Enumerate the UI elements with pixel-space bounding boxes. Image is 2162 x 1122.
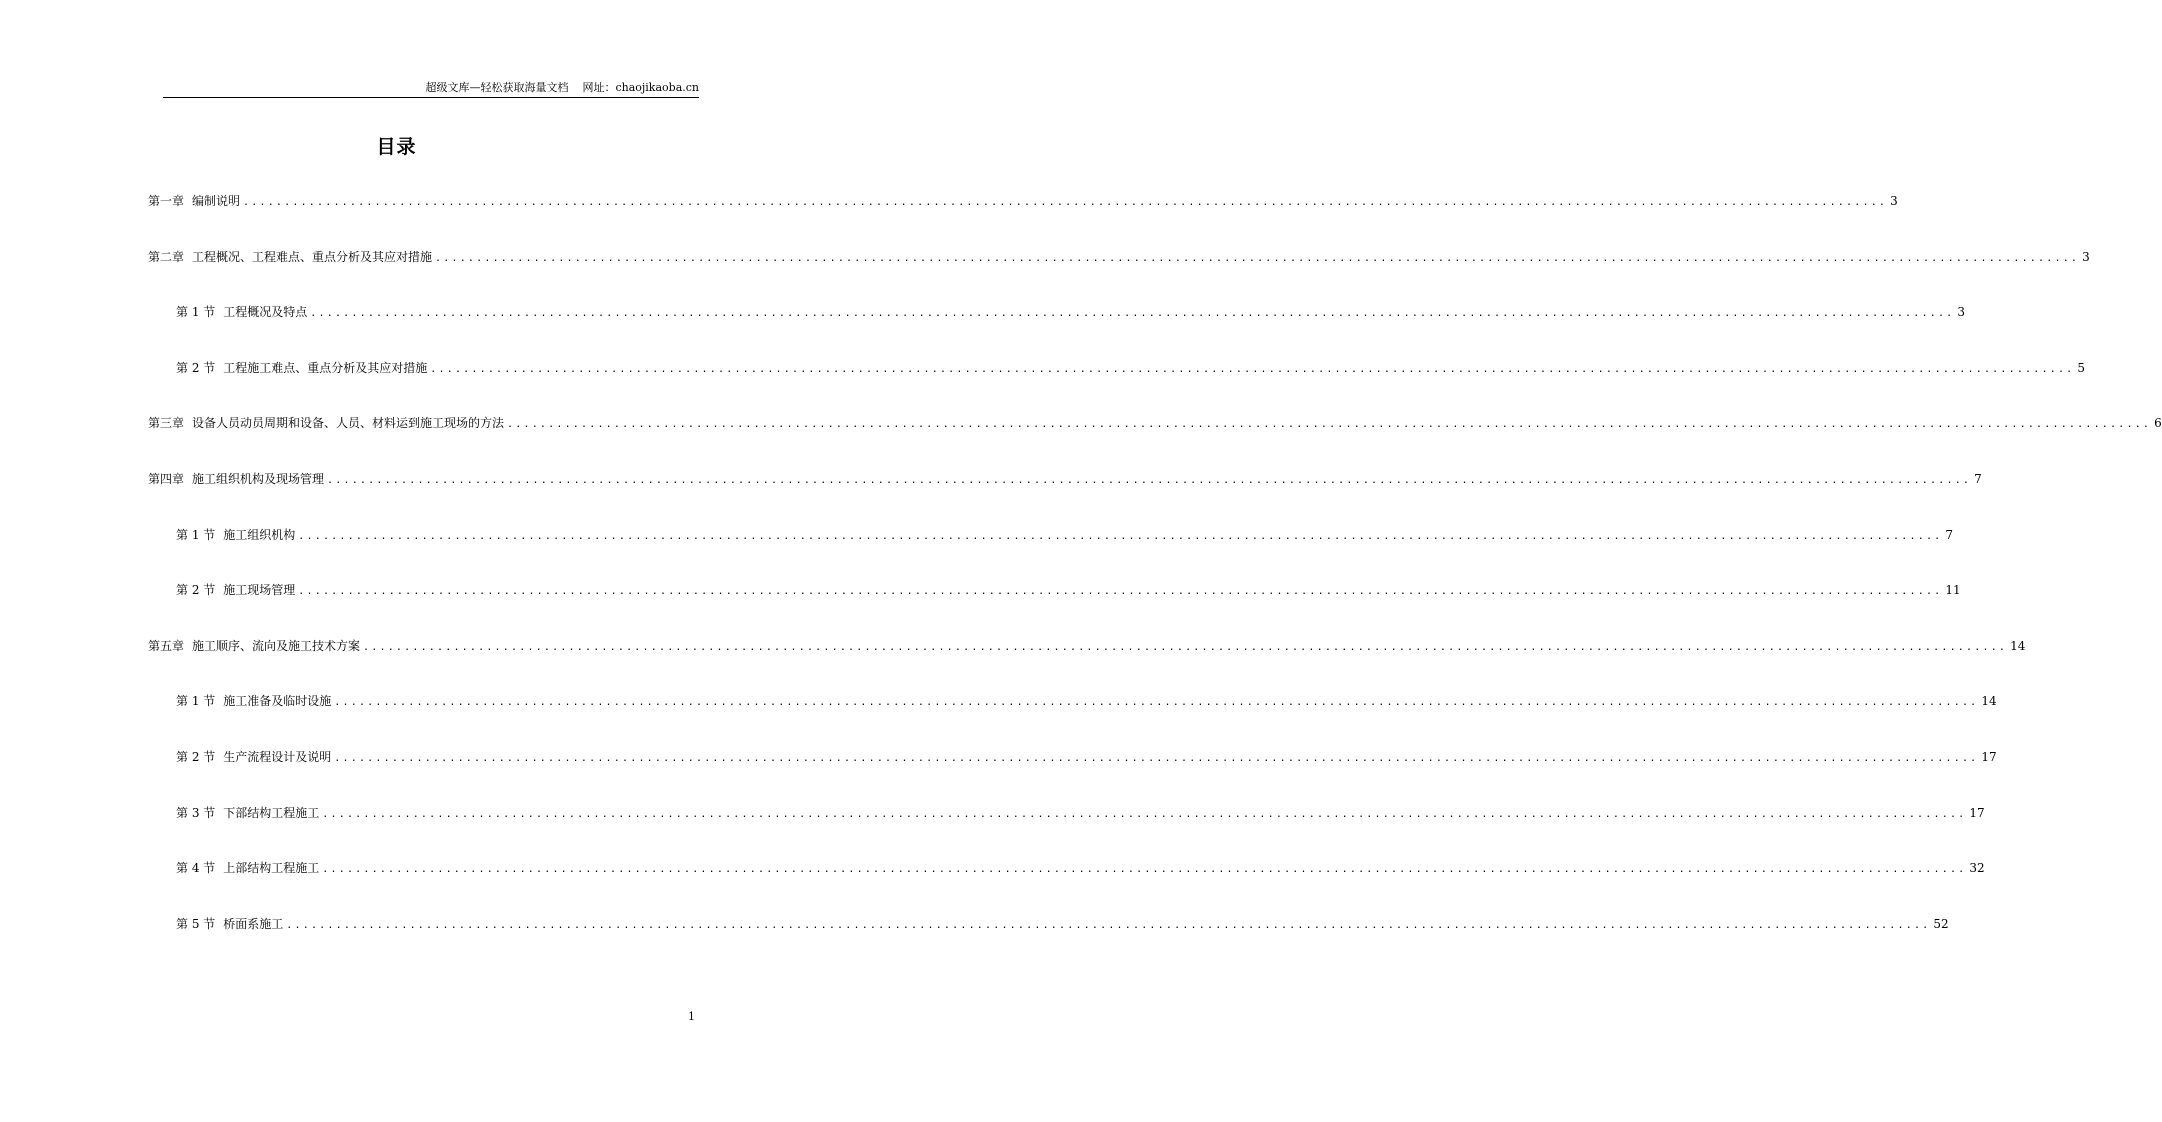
- toc-dot-leader: ........................................................................................................................................................................................................: [334, 753, 1979, 764]
- toc-entry-number: 第 3 节: [176, 806, 216, 820]
- toc-chapter-entry[interactable]: [148, 637, 2026, 655]
- header-site-url: 网址：chaojikaoba.cn: [582, 81, 699, 94]
- toc-entry-number: 第 2 节: [176, 361, 216, 375]
- toc-dot-leader: ........................................................................................................................................................................................................: [507, 419, 2152, 430]
- toc-entry-title: 施工组织机构及现场管理: [192, 472, 325, 486]
- toc-entry-page: 6: [2154, 416, 2162, 430]
- toc-entry-number: 第一章: [148, 194, 185, 208]
- header-divider: [163, 97, 699, 98]
- toc-dot-leader: ........................................................................................................................................................................................................: [286, 920, 1931, 931]
- toc-entry-number: 第 1 节: [176, 305, 216, 319]
- toc-entry-title: 工程概况及特点: [223, 305, 308, 319]
- toc-entry-page: 5: [2077, 361, 2086, 375]
- toc-dot-leader: ........................................................................................................................................................................................................: [334, 697, 1979, 708]
- toc-entry-title: 下部结构工程施工: [223, 806, 320, 820]
- toc-section-entry[interactable]: [176, 915, 1949, 933]
- toc-section-entry[interactable]: [176, 303, 1966, 321]
- toc-entry-title: 施工顺序、流向及施工技术方案: [192, 639, 361, 653]
- page-number: 1: [688, 1010, 695, 1023]
- toc-chapter-entry[interactable]: [148, 192, 1898, 210]
- page-header: [163, 79, 699, 97]
- toc-section-entry[interactable]: [176, 526, 1954, 544]
- toc-section-entry[interactable]: [176, 692, 1997, 710]
- toc-section-entry[interactable]: [176, 581, 1961, 599]
- toc-chapter-entry[interactable]: [148, 248, 2090, 266]
- toc-dot-leader: ........................................................................................................................................................................................................: [322, 809, 1967, 820]
- toc-entry-number: 第 1 节: [176, 694, 216, 708]
- toc-dot-leader: ........................................................................................................................................................................................................: [322, 864, 1967, 875]
- toc-entry-page: 32: [1969, 861, 1985, 875]
- toc-section-entry[interactable]: [176, 359, 2086, 377]
- toc-entry-number: 第三章: [148, 416, 185, 430]
- toc-entry-title: 设备人员动员周期和设备、人员、材料运到施工现场的方法: [192, 416, 505, 430]
- toc-chapter-entry[interactable]: [148, 414, 2162, 432]
- toc-entry-number: 第二章: [148, 250, 185, 264]
- toc-dot-leader: ........................................................................................................................................................................................................: [298, 531, 1943, 542]
- toc-entry-page: 7: [1945, 528, 1954, 542]
- toc-entry-page: 3: [1957, 305, 1966, 319]
- toc-entry-title: 施工现场管理: [223, 583, 296, 597]
- toc-dot-leader: ........................................................................................................................................................................................................: [327, 475, 1972, 486]
- toc-entry-title: 生产流程设计及说明: [223, 750, 332, 764]
- toc-entry-page: 7: [1974, 472, 1982, 486]
- toc-section-entry[interactable]: [176, 804, 1985, 822]
- toc-entry-page: 3: [2082, 250, 2090, 264]
- toc-section-entry[interactable]: [176, 748, 1997, 766]
- toc-entry-title: 工程概况、工程难点、重点分析及其应对措施: [192, 250, 433, 264]
- toc-entry-page: 14: [2010, 639, 2026, 653]
- toc-entry-number: 第五章: [148, 639, 185, 653]
- toc-entry-number: 第 5 节: [176, 917, 216, 931]
- toc-entry-page: 17: [1981, 750, 1997, 764]
- toc-entry-title: 桥面系施工: [223, 917, 284, 931]
- toc-entry-number: 第四章: [148, 472, 185, 486]
- toc-entry-page: 11: [1945, 583, 1961, 597]
- toc-dot-leader: ........................................................................................................................................................................................................: [310, 308, 1955, 319]
- toc-entry-title: 工程施工难点、重点分析及其应对措施: [223, 361, 428, 375]
- toc-section-entry[interactable]: [176, 859, 1985, 877]
- toc-dot-leader: ........................................................................................................................................................................................................: [430, 364, 2075, 375]
- toc-dot-leader: ........................................................................................................................................................................................................: [298, 586, 1943, 597]
- header-site-name: 超级文库—轻松获取海量文档: [425, 81, 569, 94]
- toc-entry-title: 编制说明: [192, 194, 241, 208]
- toc-title: 目录: [376, 136, 417, 158]
- toc-dot-leader: ........................................................................................................................................................................................................: [363, 642, 2008, 653]
- toc-entry-title: 施工组织机构: [223, 528, 296, 542]
- toc-dot-leader: ........................................................................................................................................................................................................: [243, 197, 1888, 208]
- toc-chapter-entry[interactable]: [148, 470, 1982, 488]
- toc-entry-page: 52: [1933, 917, 1949, 931]
- toc-dot-leader: ........................................................................................................................................................................................................: [435, 253, 2080, 264]
- toc-entry-page: 3: [1890, 194, 1898, 208]
- toc-entry-number: 第 1 节: [176, 528, 216, 542]
- toc-entry-page: 14: [1981, 694, 1997, 708]
- toc-entry-page: 17: [1969, 806, 1985, 820]
- toc-entry-number: 第 2 节: [176, 750, 216, 764]
- toc-entry-number: 第 2 节: [176, 583, 216, 597]
- toc-entry-title: 上部结构工程施工: [223, 861, 320, 875]
- toc-entry-title: 施工准备及临时设施: [223, 694, 332, 708]
- toc-entry-number: 第 4 节: [176, 861, 216, 875]
